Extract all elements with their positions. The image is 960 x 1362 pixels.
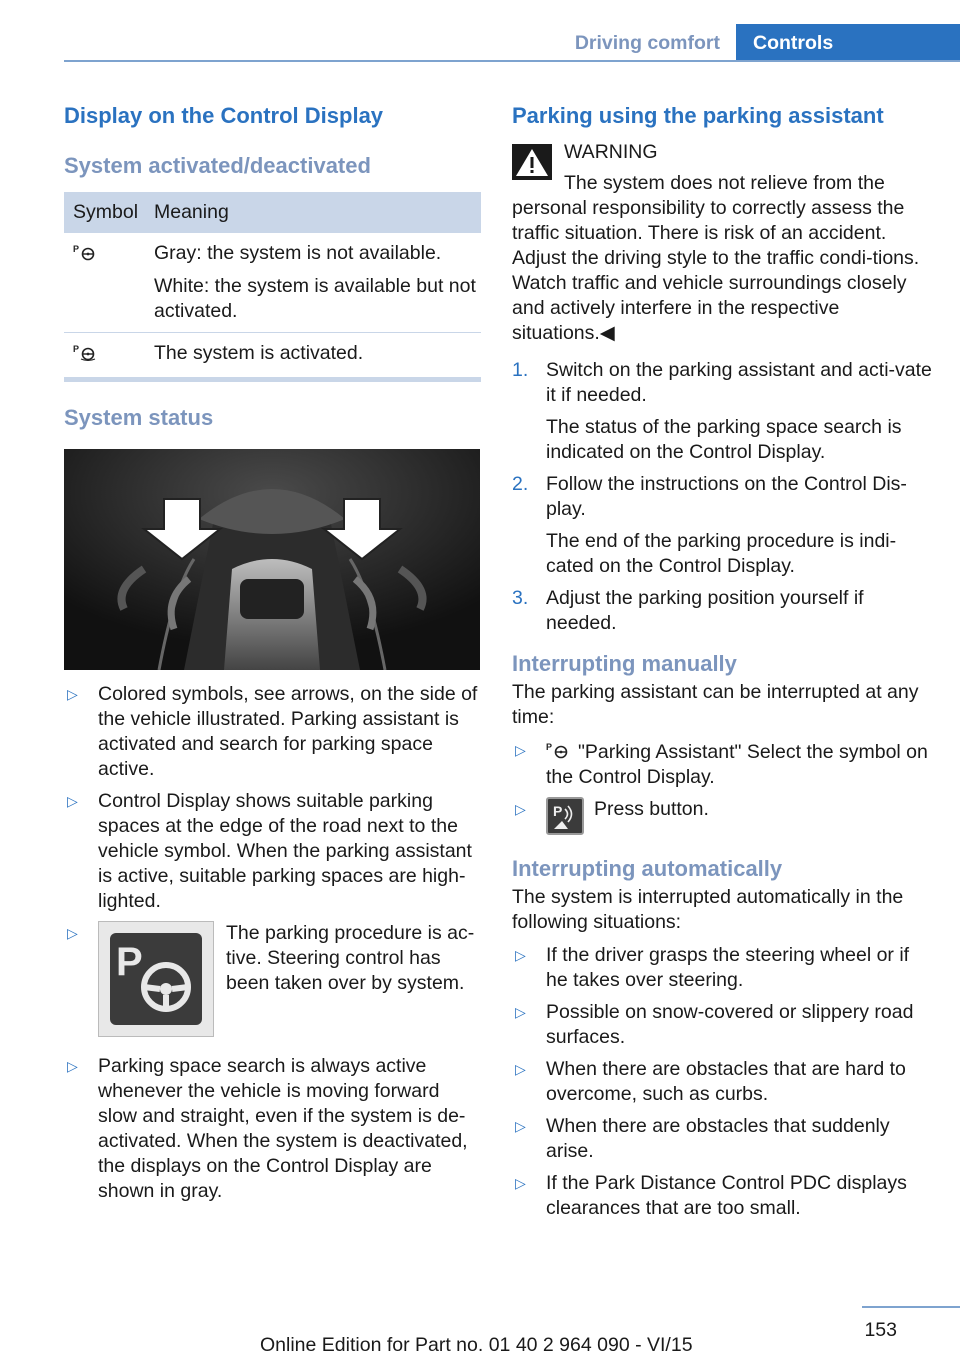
heading-activated: System activated/deactivated [64, 153, 371, 178]
heading-parking-assistant: Parking using the parking assistant [512, 103, 884, 128]
system-status-display-image [64, 449, 480, 670]
step-text: Adjust the parking position yourself if needed. [546, 587, 864, 634]
table-header-symbol: Symbol [64, 192, 154, 233]
warning-text: The system does not relieve from the personal responsibility to correctly assess the traffic situation. There is risk of an accident. Adjust the driving style to the traffic condi‐tions. Watch traffic and vehicle surroundings closely and actively interfere in the respective situations.◀ [512, 172, 920, 344]
table-header-meaning: Meaning [154, 192, 481, 233]
list-item: ▷ When there are obstacles that are hard to overcome, such as curbs. [512, 1057, 932, 1107]
header-chapter-tab: Controls [736, 24, 960, 61]
svg-text:P: P [73, 344, 80, 354]
header-section: Driving comfort [574, 32, 720, 54]
heading-display: Display on the Control Display [64, 103, 384, 128]
auto-list [512, 943, 932, 1221]
svg-text:P: ▷ P [116, 940, 143, 984]
manual-intro: The parking assistant can be interrupted at any time: [512, 681, 919, 728]
step-number: 2. [512, 473, 529, 495]
step-note: The end of the parking procedure is indi‐cated on the Control Display. [546, 530, 897, 577]
page-number: 153 [864, 1319, 897, 1341]
right-column [512, 100, 932, 1228]
list-item [512, 358, 932, 465]
list-item [512, 586, 932, 636]
svg-text:P: ▷ P [553, 803, 563, 819]
heading-interrupt-manual: Interrupting manually [512, 651, 737, 676]
list-item-text: The parking procedure is ac‐tive. Steering control has been taken over by system. [226, 922, 475, 994]
footer-rule [862, 1306, 960, 1308]
parking-steering-icon [98, 921, 214, 1037]
list-item: ▷ When there are obstacles that suddenly arise. [512, 1114, 932, 1164]
step-number: 1. [512, 359, 529, 381]
list-item [512, 738, 932, 790]
svg-text:P: ▷ P [546, 742, 553, 752]
list-item: ▷ Colored symbols, see arrows, on the side of the vehicle illustrated. Parking assistant is activated and search for parking space active. [64, 682, 481, 782]
step-note: The status of the parking space search is indicated on the Control Display. [546, 416, 902, 463]
list-item-text: Press button. [594, 798, 709, 820]
status-list [64, 682, 481, 1204]
step-text: Switch on the parking assistant and acti‐vate it if needed. [546, 359, 932, 406]
auto-intro: The system is interrupted automatically in the following situations: [512, 886, 904, 933]
left-column [64, 100, 481, 1211]
list-item: ▷ If the driver grasps the steering wheel or if he takes over steering. [512, 943, 932, 993]
symbol-table [64, 192, 481, 382]
header-rule [64, 60, 960, 62]
table-row [64, 233, 481, 333]
warning-block [512, 140, 932, 346]
parking-assistant-icon [546, 740, 570, 760]
heading-system-status: System status [64, 405, 214, 430]
list-item: ▷ Control Display shows suitable parking spaces at the edge of the road next to the vehicle symbol. When the parking assistant is active, suitable parking spaces are high‐lighted. [64, 789, 481, 914]
list-item-text: "Parking Assistant" Select the symbol on the Control Display. [546, 741, 928, 788]
list-item: ▷ Parking space search is always active whenever the vehicle is moving forward slow and straight, even if the system is de‐activated. When the system is deactivated, the displays on the Control Display are shown in gray. [64, 1054, 481, 1204]
warning-triangle-icon [512, 144, 552, 180]
list-item: ▷ If the Park Distance Control PDC displays clearances that are too small. [512, 1171, 932, 1221]
parking-assistant-icon [73, 243, 97, 261]
meaning-activated: The system is activated. [154, 333, 481, 380]
page-header [0, 0, 960, 62]
list-item [512, 472, 932, 579]
list-item: ▷ Possible on snow-covered or slippery road surfaces. [512, 1000, 932, 1050]
svg-text:P: P [73, 244, 80, 254]
list-item [512, 797, 932, 841]
list-item [64, 921, 481, 1047]
steps-list [512, 358, 932, 636]
meaning-white: White: the system is available but not activated. [154, 275, 476, 322]
footer-edition: Online Edition for Part no. 01 40 2 964 090 - VI/15 [260, 1334, 693, 1356]
heading-interrupt-auto: Interrupting automatically [512, 856, 783, 881]
warning-label: WARNING [564, 141, 658, 163]
step-text: Follow the instructions on the Control Dis‐play. [546, 473, 907, 520]
parking-assistant-active-icon [73, 343, 97, 361]
table-row [64, 333, 481, 380]
meaning-gray: Gray: the system is not available. [154, 242, 442, 264]
step-number: 3. [512, 587, 529, 609]
manual-list [512, 738, 932, 841]
parking-button-icon [546, 797, 584, 835]
